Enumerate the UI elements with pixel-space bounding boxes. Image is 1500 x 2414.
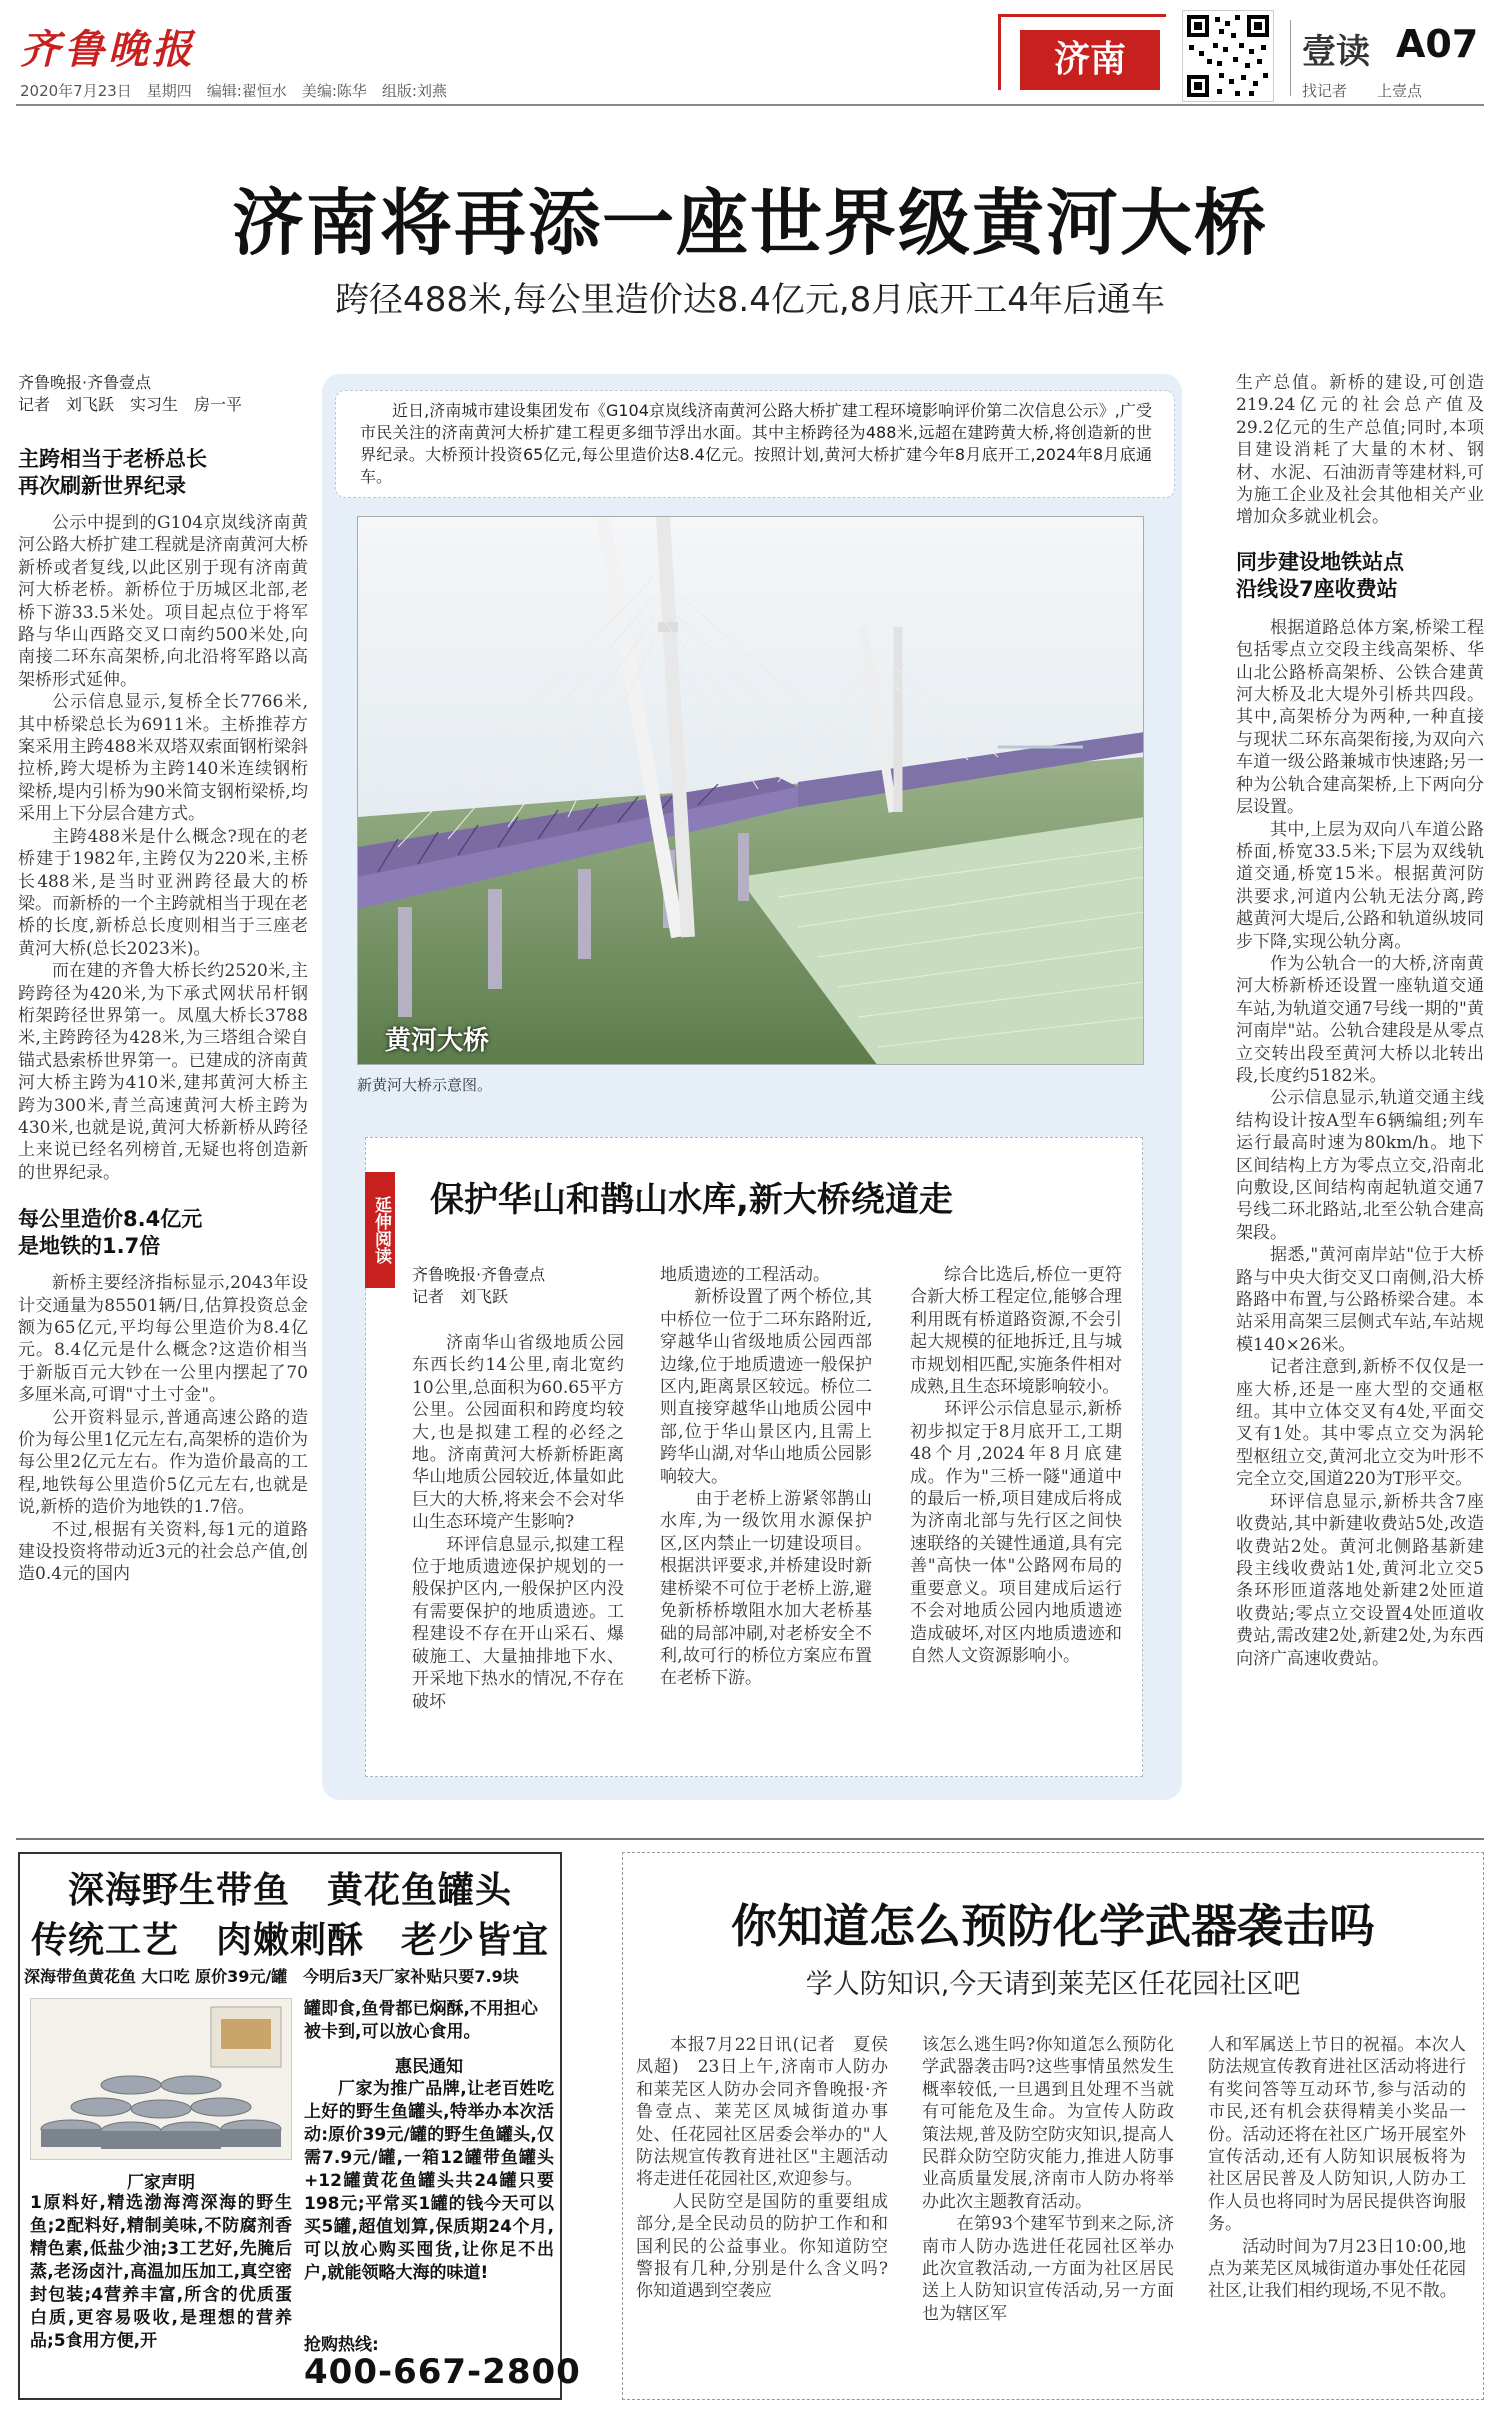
paragraph: 主跨488米是什么概念?现在的老桥建于1982年,主跨仅为220米,主桥长488米,是当时亚洲跨径最大的桥梁。而新桥的一个主跨就相当于现在老桥的长度,新桥总长度则相当于三座老黄河大桥(总长2023米)。 xyxy=(18,826,308,959)
paragraph: 其中,上层为双向八车道公路桥面,桥宽33.5米;下层为双线轨道交通,桥宽15米。根据黄河防洪要求,河道内公轨无法分离,跨越黄河大堤后,公路和轨道纵坡同步下降,实现公轨分离。 xyxy=(1236,819,1484,952)
left-subhead-1: 主跨相当于老桥总长 再次刷新世界纪录 xyxy=(18,447,207,498)
ad-left-title: 厂家声明 xyxy=(127,2173,195,2193)
newspaper-logo: 齐鲁晚报 xyxy=(20,26,196,73)
date-line: 2020年7月23日 星期四 编辑:翟恒水 美编:陈华 组版:刘燕 xyxy=(20,82,447,100)
civil-defense-col-3: 人和军属送上节日的祝福。本次人防法规宣传教育进社区活动将进行有奖问答等互动环节,参与活动的市民,还有机会获得精美小奖品一份。活动还将在社区广场开展室外宣传活动,还有人防知识展板将为社区居民普及人防知识,人防办工作人员也将同时为居民提供咨询服务。 活动时间为7月23日10:00,地点为莱芜区凤城街道办事处任花园社区,让我们相约现场,不见不散。 xyxy=(1208,2035,1466,2302)
qr-code xyxy=(1182,10,1274,102)
image-caption: 新黄河大桥示意图。 xyxy=(357,1076,493,1094)
paragraph: 记者注意到,新桥不仅仅是一座大桥,还是一座大型的交通枢纽。其中立体交叉有4处,平面交叉有1处。其中零点立交为涡轮型枢纽立交,黄河北立交为叶形不完全立交,国道220为T形平交。 xyxy=(1236,1357,1484,1490)
paragraph: 新桥主要经济指标显示,2043年设计交通量为85501辆/日,估算投资总金额为65亿元,平均每公里造价为8.4亿元。8.4亿元是什么概念?这造价相当于新版百元大钞在一公里内摆起了70多厘米高,可谓"寸土寸金"。 xyxy=(18,1273,308,1406)
paragraph: 公示信息显示,轨道交通主线结构设计按A型车6辆编组;列车运行最高时速为80km/h。地下区间结构上方为零点立交,沿南北向敷设,区间结构南起轨道交通7号线二环北路站,北至公轨合建高架段。 xyxy=(1236,1088,1484,1243)
paragraph: 据悉,"黄河南岸站"位于大桥路与中央大街交叉口南侧,沿大桥路路中布置,与公路桥梁合建。本站采用高架三层侧式车站,车站规模140×26米。 xyxy=(1236,1245,1484,1355)
sidebar-title: 保护华山和鹊山水库,新大桥绕道走 xyxy=(430,1180,953,1220)
right-body xyxy=(1236,617,1484,1670)
masthead-divider xyxy=(1290,20,1291,96)
fish-cans-image xyxy=(30,1998,292,2160)
sidebar-col-3: 综合比选后,桥位一更符合新大桥工程定位,能够合理利用既有桥道路资源,不会引起大规模的征地拆迁,且与城市规划相匹配,实施条件相对成熟,且生态环境影响较小。 环评公示信息显示,新桥初步拟定于8月底开工,工期48个月,2024年8月底建成。作为"三桥一隧"通道中的最后一桥,项目建成后将成为济南北部与先行区之间快速联络的关键性通道,具有完善"高快一体"公路网布局的重要意义。项目建成后运行不会对地质公园内地质遗迹造成破坏,对区内地质遗迹和自然人文资源影响小。 xyxy=(910,1265,1122,1666)
sidebar-col-2: 地质遗迹的工程活动。 新桥设置了两个桥位,其中桥位一位于二环东路附近,穿越华山省级地质公园西部边缘,位于地质遗迹一般保护区内,距离景区较远。桥位二则直接穿越华山地质公园中部,位于华山景区内,且需上跨华山湖,对华山地质公园影响较大。 由于老桥上游紧邻鹊山水库,为一级饮用水源保护区,区内禁止一切建设项目。根据洪评要求,并桥建设时新建桥梁不可位于老桥上游,避免新桥桥墩阻水加大老桥基础的局部冲刷,对老桥安全不利,故可行的桥位方案应布置在老桥下游。 xyxy=(660,1265,872,1689)
sidebar-byline-org: 齐鲁晚报·齐鲁壹点 xyxy=(412,1265,546,1284)
ad-promo-strip: 深海带鱼黄花鱼 大口吃 原价39元/罐 今明后3天厂家补贴只要7.9块 xyxy=(24,1967,519,1986)
ad-left-text: 1原料好,精选渤海湾深海的野生鱼;2配料好,精制美味,不防腐剂香精色素,低盐少油;3工艺好,先腌后蒸,老汤卤汁,高温加压加工,真空密封包装;4营养丰富,所含的优质蛋白质,更容易吸收,是理想的营养品;5食用方便,开 xyxy=(30,2193,292,2351)
masthead-rule xyxy=(16,104,1484,106)
civil-defense-col-2: 该怎么逃生吗?你知道怎么预防化学武器袭击吗?这些事情虽然发生概率较低,一旦遇到且处理不当就有可能危及生命。为宣传人防政策法规,普及防空防灾知识,提高人民群众防空防灾能力,推进人防事业高质量发展,济南市人防办将举办此次主题教育活动。 在第93个建军节到来之际,济南市人防办选进任花园社区举办此次宣教活动,一方面为社区居民送上人防知识宣传活动,另一方面也为辖区军 xyxy=(922,2035,1174,2324)
right-subhead: 同步建设地铁站点 沿线设7座收费站 xyxy=(1236,549,1404,601)
hotline-number: 400-667-2800 xyxy=(304,2352,581,2392)
section-tag: 济南 xyxy=(1020,30,1160,90)
paragraph: 而在建的齐鲁大桥长约2520米,主跨跨径为420米,为下承式网状吊杆钢桁架跨径世界第一。凤凰大桥长3788米,主跨跨径为428米,为三塔组合梁自锚式悬索桥世界第一。已建成的济南黄河大桥主跨为410米,建邦黄河大桥主跨为300米,青兰高速黄河大桥主跨为430米,也就是说,黄河大桥新桥从跨径上来说已经名列榜首,无疑也将创造新的世界纪录。 xyxy=(18,961,308,1183)
paragraph: 不过,根据有关资料,每1元的道路建设投资将带动近3元的社会总产值,创造0.4元的国内 xyxy=(18,1519,308,1585)
ad-headline-1: 深海野生带鱼 黄花鱼罐头 xyxy=(67,1870,512,1911)
column-name: 壹读 xyxy=(1302,32,1370,72)
paragraph: 公示中提到的G104京岚线济南黄河公路大桥扩建工程就是济南黄河大桥新桥或者复线,以此区别于现有济南黄河大桥老桥。新桥位于历城区北部,老桥下游33.5米处。项目起点位于将军路与华山西路交叉口南约500米处,向南接二环东高架桥,向北沿将军路以高架桥形式延伸。 xyxy=(18,513,308,690)
right-column xyxy=(1236,372,1484,1670)
sidebar-byline-reporter: 记者 刘飞跃 xyxy=(412,1287,509,1306)
paragraph: 生产总值。新桥的建设,可创造219.24亿元的社会总产值及29.2亿元的生产总值;同时,本项目建设消耗了大量的木材、钢材、水泥、石油沥青等建材料,可为施工企业及社会其他相关产业增加众多就业机会。 xyxy=(1236,373,1484,528)
civil-defense-title: 你知道怎么预防化学武器袭击吗 xyxy=(731,1899,1375,1953)
civil-defense-subtitle: 学人防知识,今天请到莱芜区任花园社区吧 xyxy=(805,1969,1301,2000)
paragraph: 公开资料显示,普通高速公路的造价为每公里1亿元左右,高架桥的造价为每公里2亿元左右。作为造价最高的工程,地铁每公里造价5亿元左右,也就是说,新桥的造价为地铁的1.7倍。 xyxy=(18,1407,308,1518)
paragraph: 公示信息显示,复桥全长7766米,其中桥梁总长为6911米。主桥推荐方案采用主跨488米双塔双索面钢桁梁斜拉桥,跨大堤桥为主跨140米连续钢桁梁桥,堤内引桥为90米简支钢桁梁桥,均采用上下分层合建方式。 xyxy=(18,692,308,825)
paragraph: 环评信息显示,新桥共含7座收费站,其中新建收费站5处,改造收费站2处。黄河北侧路基新建段主线收费站1处,黄河北立交5条环形匝道落地处新建2处匝道收费站;零点立交设置4处匝道收费站,需改建2处,新建2处,为东西向济广高速收费站。 xyxy=(1236,1491,1484,1669)
masthead xyxy=(0,0,1500,110)
column-sub: 找记者 上壹点 xyxy=(1302,82,1423,100)
image-label: 黄河大桥 xyxy=(385,1026,490,1056)
sidebar-tag: 延伸阅读 xyxy=(365,1172,395,1288)
page-number: A07 xyxy=(1396,22,1479,66)
ad-right-text: 厂家为推广品牌,让老百姓吃上好的野生鱼罐头,特举办本次活动:原价39元/罐的野生鱼罐头,仅需7.9元/罐,一箱12罐带鱼罐头+12罐黄花鱼罐头共24罐只要198元;平常买1罐的钱今天可以买5罐,超值划算,保质期24个月,可以放心购买囤货,让你足不出户,就能领略大海的味道! xyxy=(304,2079,554,2283)
intro-text: 近日,济南城市建设集团发布《G104京岚线济南黄河公路大桥扩建工程环境影响评价第二次信息公示》,广受市民关注的济南黄河大桥扩建工程更多细节浮出水面。其中主桥跨径为488米,远超在建跨黄大桥,将创造新的世界纪录。大桥预计投资65亿元,每公里造价达8.4亿元。按照计划,黄河大桥扩建今年8月底开工,2024年8月底通车。 xyxy=(360,401,1152,486)
byline-org: 齐鲁晚报·齐鲁壹点 xyxy=(18,373,152,392)
main-headline: 济南将再添一座世界级黄河大桥 xyxy=(231,181,1268,265)
left-subhead-2: 每公里造价8.4亿元 是地铁的1.7倍 xyxy=(18,1207,203,1259)
ad-right-title: 惠民通知 xyxy=(395,2057,463,2077)
sidebar-col-1: 济南华山省级地质公园东西长约14公里,南北宽约10公里,总面积为60.65平方公里。公园面积和跨度均较大,也是拟建工程的必经之地。济南黄河大桥新桥距离华山地质公园较近,体量如此巨大的大桥,将来会不会对华山生态环境产生影响? 环评信息显示,拟建工程位于地质遗迹保护规划的一般保护区内,一般保护区内没有需要保护的地质遗迹。工程建设不存在开山采石、爆破施工、大量抽排地下水、开采地下热水的情况,不存在破坏 xyxy=(412,1333,624,1712)
left-column xyxy=(18,372,308,1586)
left-body-2 xyxy=(18,1272,308,1586)
left-body-1 xyxy=(18,512,308,1184)
byline-reporters: 记者 刘飞跃 实习生 房一平 xyxy=(18,395,243,414)
paragraph: 作为公轨合一的大桥,济南黄河大桥新桥还设置一座轨道交通车站,为轨道交通7号线一期的"黄河南岸"站。公轨合建段是从零点立交转出段至黄河大桥以北转出段,长度约5182米。 xyxy=(1236,953,1484,1086)
civil-defense-col-1: 本报7月22日讯(记者 夏侯凤超) 23日上午,济南市人防办和莱芜区人防办会同齐鲁晚报·齐鲁壹点、莱芜区凤城街道办事处、任花园社区居委会举办的"人防法规宣传教育进社区"主题活动将走进任花园社区,欢迎参与。 人民防空是国防的重要组成部分,是全民动员的防护工作和和国利民的公益事业。你知道防空警报有几种,分别是什么含义吗?你知道遇到空袭应 xyxy=(636,2035,888,2302)
hotline-label: 抢购热线: xyxy=(304,2335,379,2355)
ad-right-top: 罐即食,鱼骨都已焖酥,不用担心被卡到,可以放心食用。 xyxy=(304,1999,538,2042)
section-rule xyxy=(16,1838,1484,1840)
ad-headline-2: 传统工艺 肉嫩刺酥 老少皆宜 xyxy=(30,1920,549,1961)
sub-headline: 跨径488米,每公里造价达8.4亿元,8月底开工4年后通车 xyxy=(335,280,1165,320)
bridge-illustration xyxy=(357,516,1144,1065)
paragraph: 根据道路总体方案,桥梁工程包括零点立交段主线高架桥、华山北公路桥高架桥、公铁合建黄河大桥及北大堤外引桥共四段。其中,高架桥分为两种,一种直接与现状二环东高架衔接,为双向六车道一级公路兼城市快速路;另一种为公轨合建高架桥,上下两向分层设置。 xyxy=(1236,617,1484,818)
